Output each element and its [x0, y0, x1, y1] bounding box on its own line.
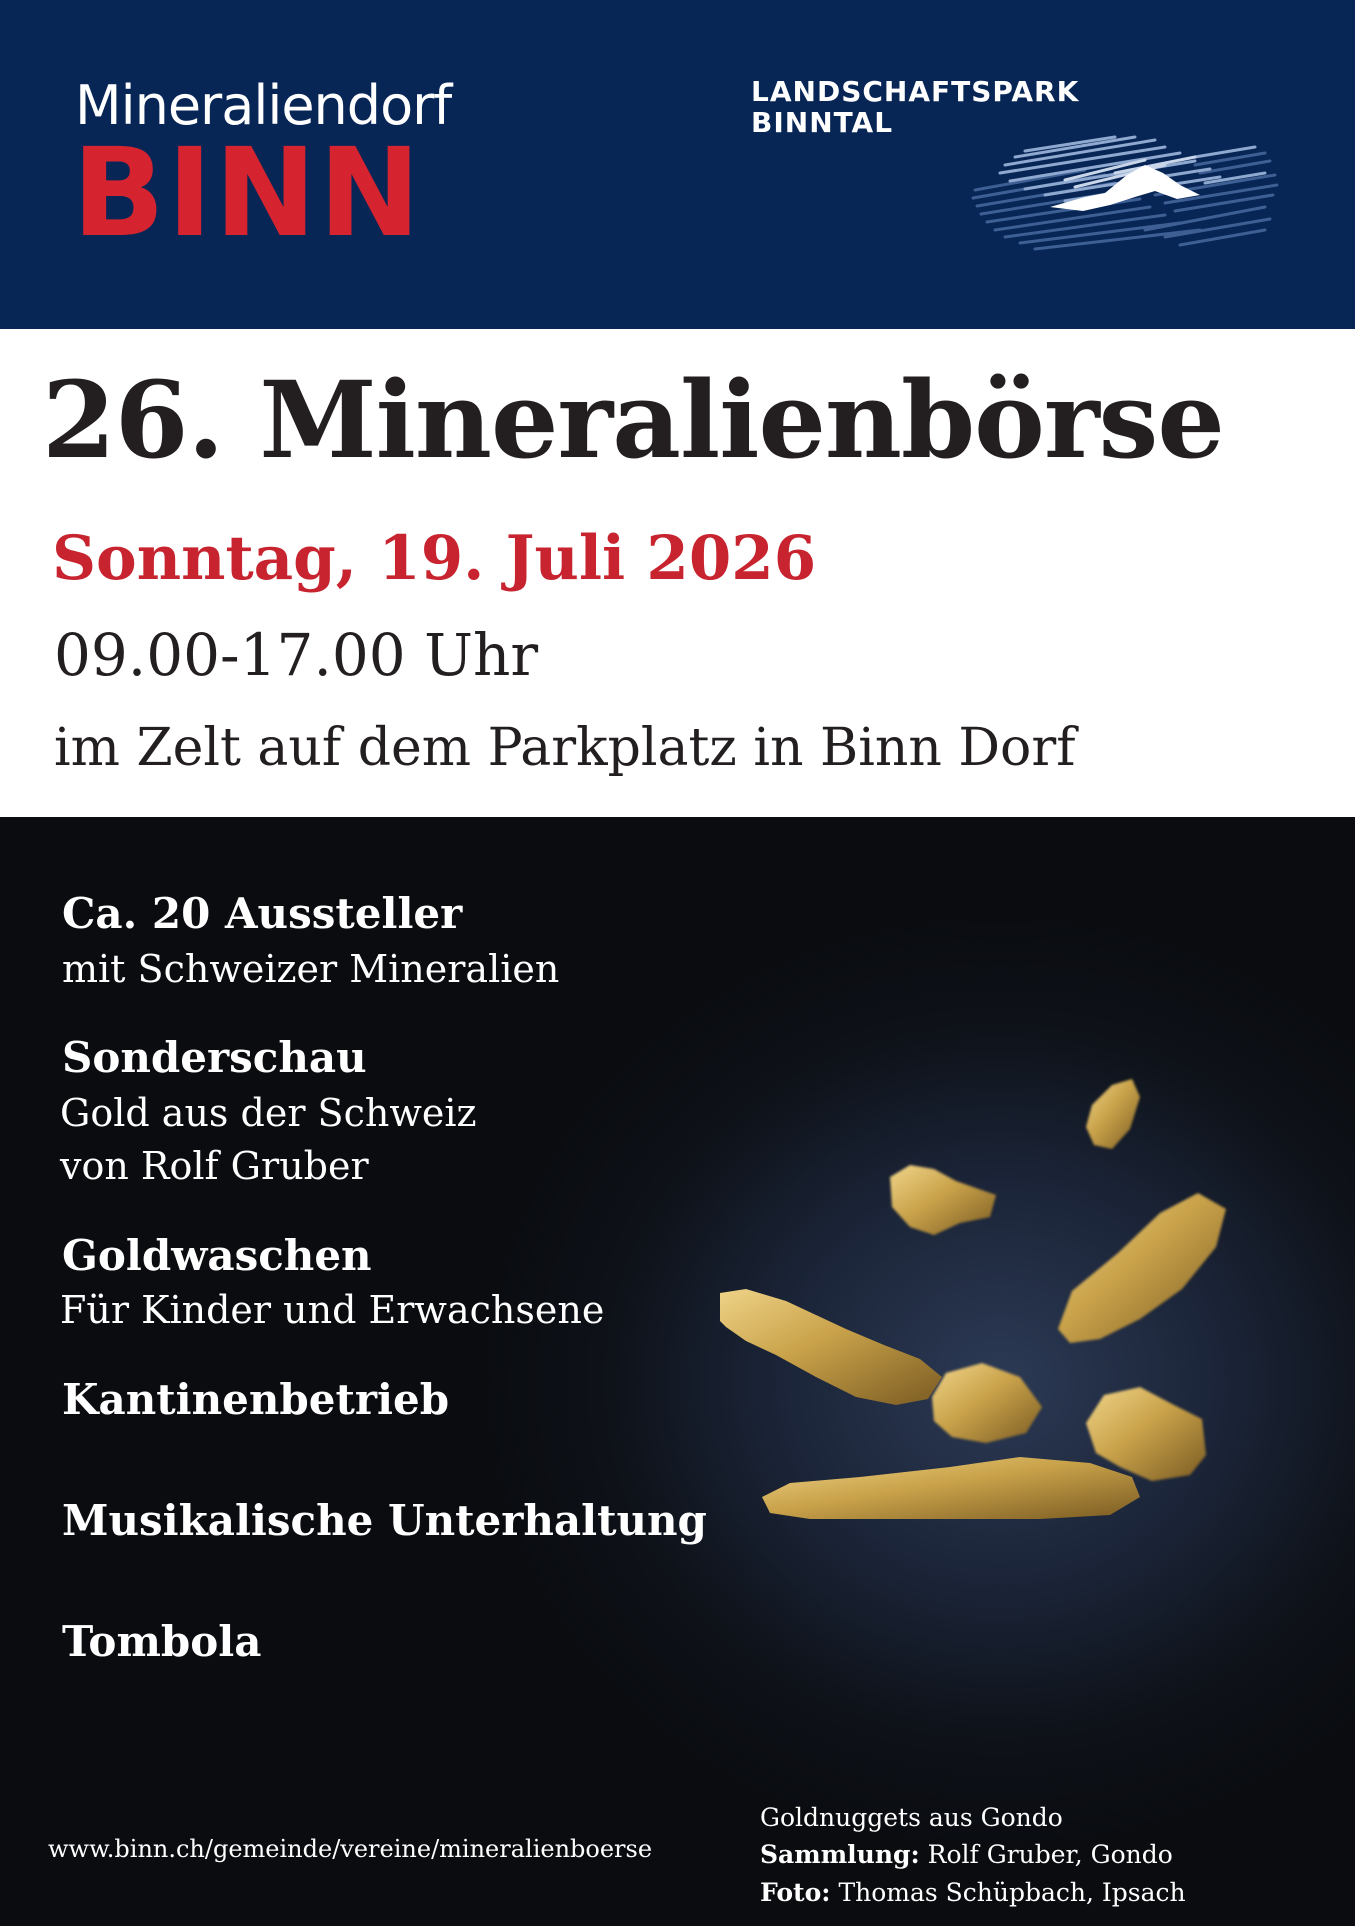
- nugget: [890, 1165, 996, 1235]
- nugget: [1086, 1079, 1140, 1149]
- nugget: [1086, 1387, 1206, 1481]
- event-place: im Zelt auf dem Parkplatz in Binn Dorf: [54, 718, 1076, 778]
- collection-value: Rolf Gruber, Gondo: [919, 1840, 1173, 1869]
- park-name: [751, 76, 1079, 138]
- nugget: [932, 1363, 1042, 1443]
- feature-title: Musikalische Unterhaltung: [62, 1496, 707, 1545]
- photo-caption: Goldnuggets aus Gondo: [760, 1803, 1063, 1832]
- landschaftspark-logo-icon: [965, 135, 1280, 260]
- event-info: [0, 329, 1355, 817]
- feature-title: Ca. 20 Aussteller: [62, 889, 463, 938]
- nugget: [1058, 1193, 1226, 1343]
- collection-credit: [760, 1840, 1173, 1869]
- park-name-line2: BINNTAL: [751, 106, 894, 139]
- feature-line: mit Schweizer Mineralien: [62, 947, 560, 991]
- feature-line: von Rolf Gruber: [60, 1144, 369, 1188]
- photo-credit: [760, 1878, 1186, 1907]
- nugget: [720, 1289, 942, 1405]
- feature-line: Für Kinder und Erwachsene: [60, 1288, 605, 1332]
- program-section: [0, 817, 1355, 1926]
- collection-label: Sammlung:: [760, 1840, 920, 1869]
- photo-value: Thomas Schüpbach, Ipsach: [830, 1878, 1186, 1907]
- brand-subtitle: Mineraliendorf: [75, 74, 452, 137]
- event-date: Sonntag, 19. Juli 2026: [52, 523, 817, 594]
- feature-title: Tombola: [62, 1617, 262, 1666]
- feature-title: Kantinenbetrieb: [62, 1375, 450, 1424]
- park-name-line1: LANDSCHAFTSPARK: [751, 75, 1080, 108]
- nugget: [762, 1457, 1140, 1519]
- feature-line: Gold aus der Schweiz: [60, 1091, 477, 1135]
- header-band: [0, 0, 1355, 329]
- website-url[interactable]: www.binn.ch/gemeinde/vereine/mineralienboerse: [48, 1835, 653, 1863]
- gold-nuggets-image: [720, 1057, 1280, 1527]
- event-title: 26. Mineralienbörse: [42, 357, 1224, 482]
- brand-title: BINN: [72, 122, 423, 264]
- feature-title: Goldwaschen: [62, 1231, 372, 1280]
- event-time: 09.00-17.00 Uhr: [54, 621, 539, 689]
- feature-title: Sonderschau: [62, 1033, 367, 1082]
- photo-label: Foto:: [760, 1878, 831, 1907]
